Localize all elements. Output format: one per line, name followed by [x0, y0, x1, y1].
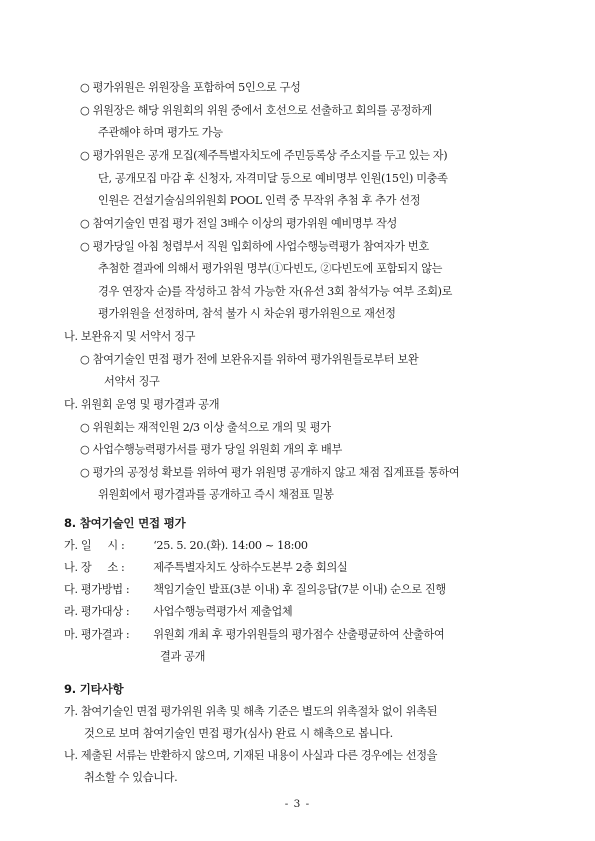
paragraph-line: 나. 제출된 서류는 반환하지 않으며, 기재된 내용이 사실과 다른 경우에는 선정을 — [64, 749, 438, 762]
bullet-line: ○ 사업수행능력평가서를 평가 당일 위원회 개의 후 배부 — [80, 443, 342, 456]
bullet-line: ○ 위원장은 해당 위원회의 위원 중에서 호선으로 선출하고 회의를 공정하게 — [80, 104, 432, 117]
subsection-heading: 나. 보완유지 및 서약서 징구 — [64, 330, 196, 343]
info-label: 라. 평가대상 : — [64, 605, 130, 618]
info-label: 다. 평가방법 : — [64, 583, 130, 596]
paragraph-continuation: 취소할 수 있습니다. — [84, 771, 178, 784]
subsection-heading: 다. 위원회 운영 및 평가결과 공개 — [64, 398, 220, 411]
info-row — [64, 627, 444, 642]
info-row — [64, 604, 292, 619]
info-row — [64, 538, 308, 553]
bullet-continuation: 인원은 건설기술심의위원회 POOL 인력 중 무작위 추첨 후 추가 선정 — [98, 194, 421, 207]
bullet-line: ○ 평가위원은 위원장을 포함하여 5인으로 구성 — [80, 81, 301, 94]
info-value: ‘25. 5. 20.(화). 14:00 ~ 18:00 — [153, 539, 308, 552]
bullet-continuation: 추첨한 결과에 의해서 평가위원 명부(①다빈도, ②다빈도에 포함되지 않는 — [98, 262, 443, 275]
bullet-continuation: 평가위원을 선정하며, 참석 불가 시 차순위 평가위원으로 재선정 — [98, 307, 396, 320]
info-value: 책임기술인 발표(3분 이내) 후 질의응답(7분 이내) 순으로 진행 — [153, 583, 446, 596]
info-label: 나. 장 소 : — [64, 561, 125, 574]
info-value: 위원회 개최 후 평가위원들의 평가점수 산출평균하여 산출하여 — [153, 628, 445, 641]
bullet-continuation: 위원회에서 평가결과를 공개하고 즉시 채점표 밀봉 — [98, 488, 334, 501]
paragraph-continuation: 것으로 보며 참여기술인 면접 평가(심사) 완료 시 해촉으로 봅니다. — [84, 727, 393, 740]
bullet-line: ○ 참여기술인 면접 평가 전에 보완유지를 위하여 평가위원들로부터 보완 — [80, 353, 419, 366]
paragraph-line: 가. 참여기술인 면접 평가위원 위촉 및 해촉 기준은 별도의 위촉절차 없이 위촉된 — [64, 705, 438, 718]
bullet-line: ○ 위원회는 재적인원 2/3 이상 출석으로 개의 및 평가 — [80, 421, 331, 434]
info-label: 마. 평가결과 : — [64, 628, 130, 641]
bullet-line: ○ 참여기술인 면접 평가 전일 3배수 이상의 평가위원 예비명부 작성 — [80, 217, 397, 230]
bullet-continuation: 서약서 징구 — [104, 375, 160, 388]
info-label: 가. 일 시 : — [64, 539, 125, 552]
bullet-line: ○ 평가당일 아침 청렴부서 직원 입회하에 사업수행능력평가 참여자가 번호 — [80, 240, 429, 253]
info-value: 사업수행능력평가서 제출업체 — [153, 605, 293, 618]
bullet-line: ○ 평가위원은 공개 모집(제주특별자치도에 주민등록상 주소지를 두고 있는 자) — [80, 149, 448, 162]
bullet-line: ○ 평가의 공정성 확보를 위하여 평가 위원명 공개하지 않고 채점 집계표를 통하여 — [80, 466, 460, 479]
bullet-continuation: 주관해야 하며 평가도 가능 — [98, 126, 223, 139]
bullet-continuation: 단, 공개모집 마감 후 신청자, 자격미달 등으로 예비명부 인원(15인) 미충족 — [98, 172, 448, 185]
section-heading: 8. 참여기술인 면접 평가 — [64, 516, 186, 530]
info-value: 제주특별자치도 상하수도본부 2층 회의실 — [153, 561, 348, 574]
info-row — [64, 560, 347, 575]
info-value-continuation: 결과 공개 — [160, 650, 206, 663]
bullet-continuation: 경우 연장자 순)를 작성하고 참석 가능한 자(유선 3회 참석가능 여부 조회)로 — [98, 285, 453, 298]
section-heading: 9. 기타사항 — [64, 682, 124, 696]
info-row — [64, 582, 446, 597]
page-number: - 3 - — [284, 798, 311, 810]
